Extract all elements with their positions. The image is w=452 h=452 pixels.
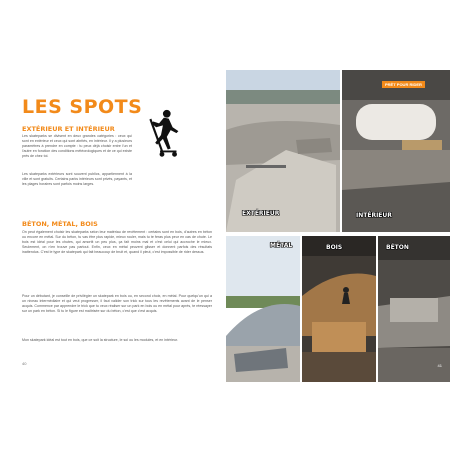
page-number: 41 <box>437 363 442 368</box>
photo-wood-skatepark <box>302 236 376 382</box>
right-page <box>226 70 450 382</box>
label-beton: BÉTON <box>386 244 409 251</box>
book-spread <box>2 70 450 382</box>
paragraph: On peut également choisir les skateparks selon leur matériau de revêtement : certains sont en bois, d'autres en béton ou encore en métal. Sur du béton, tu vas être plus rapide, mieux rouler, mais tu te feras plus peur en cas de chute. Le bois est idéal pour les chutes, qui amortit un peu plus, ça fait moins mal et c'est celui qui accroche le mieux. Seulement, on n'en trouve pas partout. Enfin, ceux en métal peuvent glisser et donnent parfois des résultats inattendus. C'est le type de skatepark qui fait beaucoup de bruit et, quand il pleut, c'est impossible de rider dessus. <box>22 230 212 254</box>
page-number: 40 <box>22 361 27 366</box>
page-title: LES SPOTS <box>22 96 143 118</box>
label-interieur: INTÉRIEUR <box>356 212 392 219</box>
paragraph: Les skateparks extérieurs sont souvent publics, appartiennent à la ville et sont gratuits. Certains parks intérieurs sont privés, payants, et les plages horaires sont parfois moins larges. <box>22 172 132 186</box>
paragraph: Pour un débutant, je conseille de privilégier un skatepark en bois ou, en second choix, en métal. Pour quelqu'un qui a un niveau intermédiaire et qui veut progresser, il faut valider son trick sur tous les revêtements avant de le penser acquis. Commence par apprendre le trick que tu veux réaliser sur un park en bois ou en métal pour après, te réessayer sur un park en béton. Si tu le figure est maîtrisée sur du béton, c'est que c'est acquis. <box>22 294 212 313</box>
paragraph: Les skateparks se divisent en deux grandes catégories : ceux qui sont en extérieur et ceux qui sont abrités, en intérieur. Il y a plusieurs paramètres à prendre en compte : tu peux déjà choisir entre l'un et l'autre en fonction des conditions météorologiques et de ce qui existe près de chez toi. <box>22 134 132 158</box>
section-heading-exterieur-interieur: EXTÉRIEUR ET INTÉRIEUR <box>22 125 115 133</box>
label-bois: BOIS <box>326 244 343 251</box>
photo-metal-skatepark <box>226 236 300 382</box>
scooter-rider-silhouette-icon <box>132 106 190 164</box>
left-page <box>2 70 226 382</box>
label-metal: MÉTAL <box>270 242 293 249</box>
tag-pret-pour-rider: PRÊT POUR RIDER <box>382 81 425 88</box>
paragraph: Mon skatepark idéal est tout en bois, que ce soit la structure, le sol ou les modules, et en intérieur. <box>22 338 179 342</box>
label-exterieur: EXTÉRIEUR <box>242 210 280 217</box>
photo-concrete-skatepark <box>378 236 450 382</box>
photo-interior-skatepark <box>342 70 450 232</box>
section-heading-beton-metal-bois: BÉTON, MÉTAL, BOIS <box>22 220 98 228</box>
photo-exterior-skatepark <box>226 70 340 232</box>
